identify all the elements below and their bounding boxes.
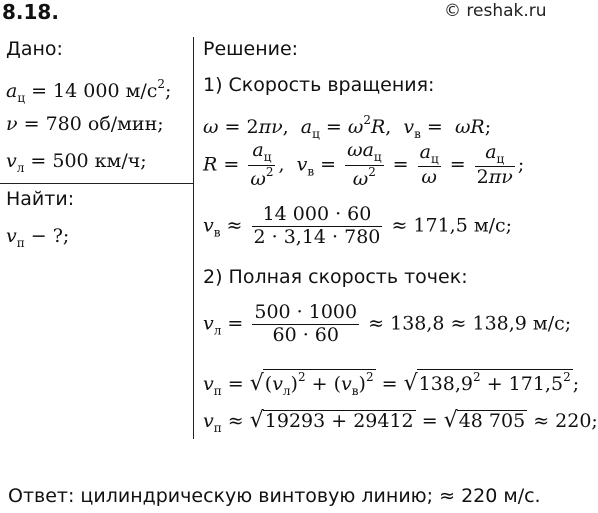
formula-total-speed: $v_п = √(v_л)^2 + (v_в)^2 = √138,9^2 + 171,5^2$ ;: [203, 370, 580, 398]
answer: Ответ: цилиндрическую винтовую линию; ≈ 220 м/с.: [8, 485, 541, 507]
given-divider: [0, 183, 193, 184]
frequency-value: = 780 об/мин;: [23, 113, 164, 135]
formula-linear-speed: $v_л$ = $\frac{500 \cdot 1000}{60 \cdot 60}$ ≈ 138,8 ≈ 138,9 м/с;: [203, 301, 572, 346]
formula-rotation-speed: $v_в$ ≈ $\frac{14 000 \cdot 60}{2 \cdot 3,14 \cdot 780}$ ≈ 171,5 м/с;: [203, 203, 513, 248]
given-frequency: ν = 780 об/мин;: [6, 113, 164, 135]
speed-value: = 500 км/ч;: [30, 150, 147, 172]
problem-number: 8.18.: [2, 0, 59, 24]
step1-heading: 1) Скорость вращения:: [203, 74, 435, 96]
given-speed: $v_л = 500$ км/ч;: [6, 150, 147, 175]
step2-heading: 2) Полная скорость точек:: [203, 266, 468, 288]
find-label: Найти:: [6, 188, 75, 210]
formula-radius: R = $\frac{a_ц}{\omega^2}$ , $v_в$ = $\frac{\omega a_ц}{\omega^2}$ = $\frac{a_ц}{\omega}$ = $\frac{a_ц}{2\pi\nu}$ ;: [203, 139, 525, 190]
given-acceleration: $a_ц = 14$ 000 $м/с^2$;: [6, 77, 172, 105]
column-divider: [193, 37, 194, 439]
acceleration-value: = 14 000 м/с: [31, 80, 158, 102]
find-target-text: − ?;: [30, 225, 70, 247]
given-label: Дано:: [6, 38, 63, 60]
watermark: © reshak.ru: [444, 1, 547, 21]
formula-total-speed-result: $v_п \approx √19293 + 29412 = √48$ 705 ≈ 220;: [203, 408, 598, 435]
find-target: $v_п$ − ?;: [6, 225, 70, 250]
formula-omega: ω = 2πν, $a_ц = \omega^2R$, $v_в = \omega R$;: [203, 113, 492, 141]
solution-label: Решение:: [203, 38, 299, 60]
